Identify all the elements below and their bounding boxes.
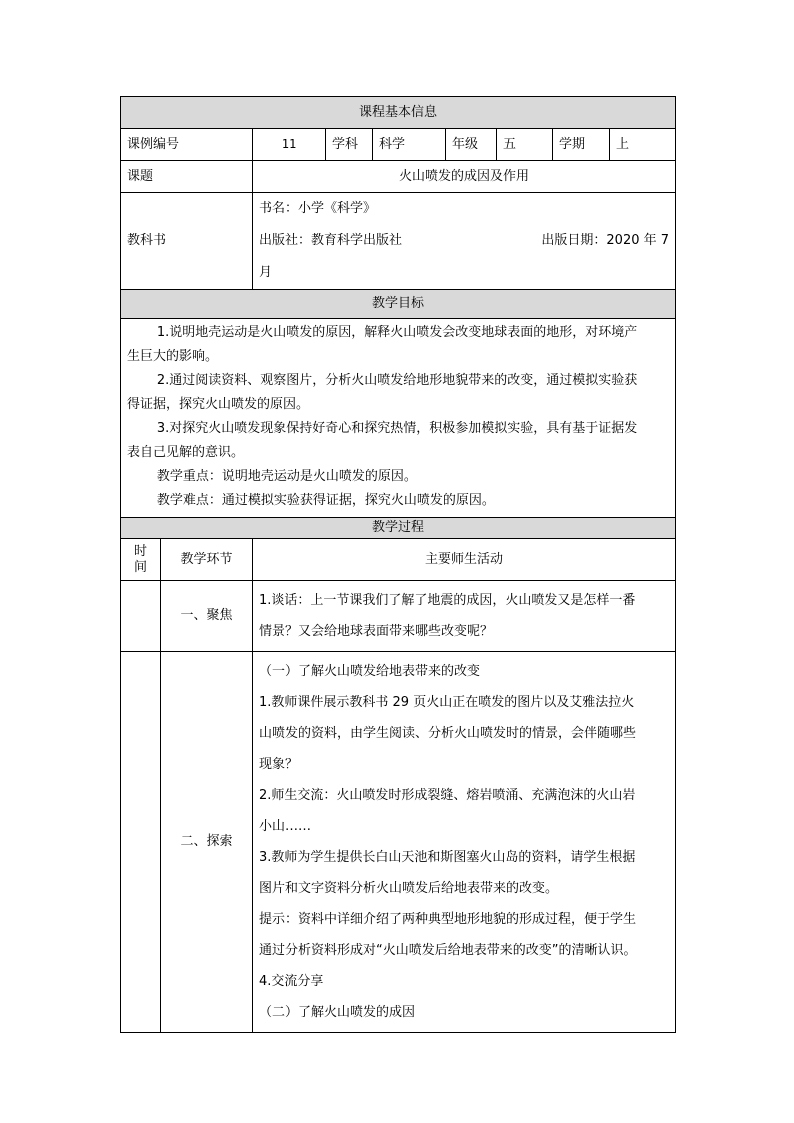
stage-focus: 一、聚焦 bbox=[161, 581, 253, 652]
process-columns-row bbox=[121, 539, 676, 581]
activity-line: 现象？ bbox=[259, 757, 299, 772]
publish-date-continued: 月 bbox=[259, 265, 273, 281]
activity-line: 图片和文字资料分析火山喷发后给地表带来的改变。 bbox=[259, 881, 559, 896]
stage-explore: 二、探索 bbox=[161, 652, 253, 1033]
goals-header-row bbox=[121, 290, 676, 319]
book-name: 书名：小学《科学》 bbox=[259, 201, 377, 217]
col-stage-header: 教学环节 bbox=[161, 539, 253, 581]
lesson-plan-table bbox=[120, 96, 676, 1033]
col-time-char-2: 间 bbox=[133, 559, 147, 575]
time-cell-explore bbox=[121, 652, 161, 1033]
activity-line: 3.教师为学生提供长白山天池和斯图塞火山岛的资料，请学生根据 bbox=[259, 850, 636, 865]
activity-line: （一）了解火山喷发给地表带来的改变 bbox=[259, 664, 481, 679]
textbook-row bbox=[121, 193, 676, 290]
activity-focus bbox=[253, 581, 676, 652]
activity-line: 4.交流分享 bbox=[259, 974, 324, 989]
activity-line: 山喷发的资料，由学生阅读、分析火山喷发时的情景，会伴随哪些 bbox=[259, 726, 637, 741]
col-time-char-1: 时 bbox=[133, 543, 147, 559]
key-point-line: 教学重点：说明地壳运动是火山喷发的原因。 bbox=[156, 469, 417, 484]
publish-date: 出版日期：2020 年 7 bbox=[541, 233, 670, 249]
subject-value: 科学 bbox=[373, 129, 446, 161]
goal-line: 得证据，探究火山喷发的原因。 bbox=[127, 397, 310, 412]
textbook-details bbox=[253, 193, 676, 290]
time-cell-focus bbox=[121, 581, 161, 652]
lesson-meta-row bbox=[121, 129, 676, 161]
textbook-label: 教科书 bbox=[121, 193, 253, 290]
activity-explore bbox=[253, 652, 676, 1033]
activity-line: 2.师生交流：火山喷发时形成裂缝、熔岩喷涌、充满泡沫的火山岩 bbox=[259, 788, 636, 803]
topic-row bbox=[121, 161, 676, 193]
col-activity-header: 主要师生活动 bbox=[253, 539, 676, 581]
section-process-title: 教学过程 bbox=[121, 518, 676, 539]
term-value: 上 bbox=[610, 129, 676, 161]
goal-line: 2.通过阅读资料、观察图片，分析火山喷发给地形地貌带来的改变，通过模拟实验获 bbox=[156, 373, 638, 388]
activity-line: （二）了解火山喷发的成因 bbox=[259, 1005, 416, 1020]
process-row-explore bbox=[121, 652, 676, 1033]
basic-info-header-row bbox=[121, 97, 676, 129]
process-header-row bbox=[121, 518, 676, 539]
activity-line: 小山…… bbox=[259, 819, 312, 834]
topic-value: 火山喷发的成因及作用 bbox=[253, 161, 676, 193]
goals-content bbox=[121, 319, 676, 518]
book-name-line bbox=[259, 193, 669, 225]
goals-row bbox=[121, 319, 676, 518]
activity-line: 情景？又会给地球表面带来哪些改变呢？ bbox=[259, 624, 494, 639]
publisher-line bbox=[259, 225, 669, 257]
subject-label: 学科 bbox=[326, 129, 373, 161]
difficulty-line: 教学难点：通过模拟实验获得证据，探究火山喷发的原因。 bbox=[156, 493, 495, 508]
lesson-no-label: 课例编号 bbox=[121, 129, 253, 161]
activity-line: 1.教师课件展示教科书 29 页火山正在喷发的图片以及艾雅法拉火 bbox=[259, 695, 635, 710]
activity-line: 通过分析资料形成对“火山喷发后给地表带来的改变”的清晰认识。 bbox=[259, 943, 637, 958]
publisher: 出版社：教育科学出版社 bbox=[259, 233, 403, 249]
goal-line: 生巨大的影响。 bbox=[127, 349, 219, 364]
section-basic-info-title: 课程基本信息 bbox=[121, 97, 676, 129]
lesson-no-value: 11 bbox=[253, 129, 326, 161]
grade-label: 年级 bbox=[446, 129, 497, 161]
goal-line: 1.说明地壳运动是火山喷发的原因，解释火山喷发会改变地球表面的地形，对环境产 bbox=[156, 325, 638, 340]
activity-line: 提示：资料中详细介绍了两种典型地形地貌的形成过程，便于学生 bbox=[259, 912, 637, 927]
col-time-header bbox=[121, 539, 161, 581]
goal-line: 3.对探究火山喷发现象保持好奇心和探究热情，积极参加模拟实验，具有基于证据发 bbox=[156, 421, 638, 436]
activity-line: 1.谈话：上一节课我们了解了地震的成因，火山喷发又是怎样一番 bbox=[259, 593, 636, 608]
publish-date-cont-line bbox=[259, 257, 669, 289]
topic-label: 课题 bbox=[121, 161, 253, 193]
process-row-focus bbox=[121, 581, 676, 652]
term-label: 学期 bbox=[553, 129, 610, 161]
section-goals-title: 教学目标 bbox=[121, 290, 676, 319]
goal-line: 表自己见解的意识。 bbox=[127, 445, 245, 460]
grade-value: 五 bbox=[497, 129, 553, 161]
